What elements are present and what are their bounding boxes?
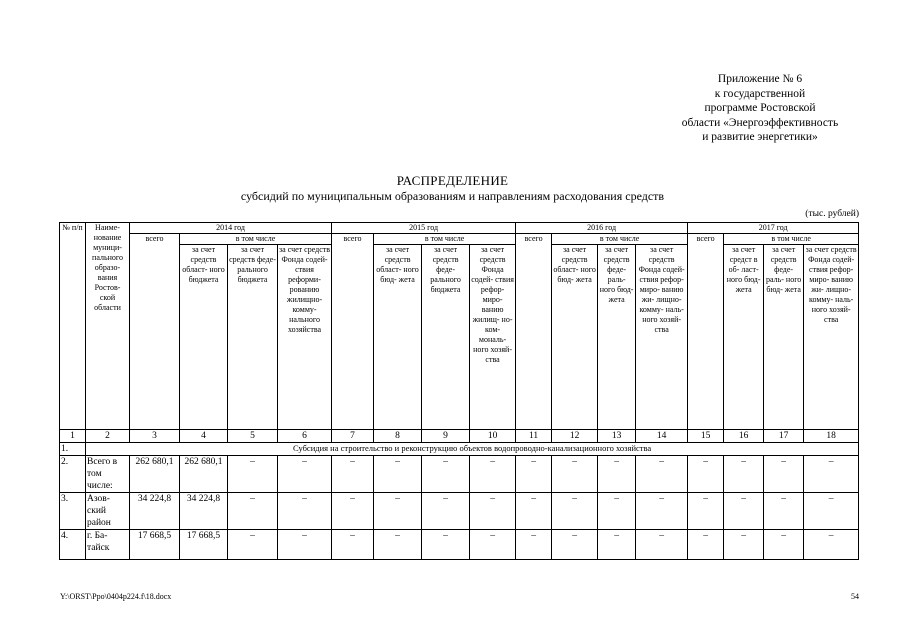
subheader-fund: за счет средств Фонда содей- ствия рефор- миро- ванию жи- лищно- комму- наль- ного хозяй- ства: [804, 245, 859, 430]
column-number: 12: [552, 430, 598, 443]
header-including: в том числе: [180, 234, 332, 245]
value-cell: –: [470, 493, 516, 530]
value-cell: –: [228, 530, 278, 560]
row-number: 2.: [60, 456, 86, 493]
value-cell: –: [552, 530, 598, 560]
row-name: Всего в том числе:: [86, 456, 130, 493]
value-cell: –: [636, 456, 688, 493]
value-cell: –: [470, 530, 516, 560]
section-title: Субсидия на строительство и реконструкцию объектов водопроводно-канализационного хозяйства: [86, 443, 859, 456]
row-number: 3.: [60, 493, 86, 530]
value-cell: –: [552, 493, 598, 530]
row-name: г. Ба- тайск: [86, 530, 130, 560]
table-row: [60, 493, 859, 530]
section-number: 1.: [60, 443, 86, 456]
value-cell: –: [764, 456, 804, 493]
value-cell: –: [724, 493, 764, 530]
subheader-federal: за счет средств феде- раль- ного бюд- жета: [764, 245, 804, 430]
value-cell: –: [278, 456, 332, 493]
value-cell: –: [516, 493, 552, 530]
year-header: 2017 год: [688, 223, 859, 234]
value-cell: –: [422, 493, 470, 530]
row-number: 4.: [60, 530, 86, 560]
value-cell: –: [228, 493, 278, 530]
header-total: всего: [688, 234, 724, 430]
column-number-row: [60, 430, 859, 443]
value-cell: –: [470, 456, 516, 493]
subheader-federal: за счет средств феде- рального бюджета: [422, 245, 470, 430]
value-cell: –: [228, 456, 278, 493]
column-number: 11: [516, 430, 552, 443]
row-name: Азов- ский район: [86, 493, 130, 530]
value-cell: –: [598, 530, 636, 560]
column-number: 4: [180, 430, 228, 443]
subheader-regional: за счет средств област- ного бюджета: [180, 245, 228, 430]
value-cell: –: [764, 530, 804, 560]
value-cell: –: [764, 493, 804, 530]
value-cell: 34 224,8: [180, 493, 228, 530]
value-cell: –: [688, 493, 724, 530]
value-cell: –: [724, 530, 764, 560]
subheader-fund: за счет средств Фонда содей- ствия рефор- миро- ванию жи- лищно- комму- наль- ного хозяй- ства: [636, 245, 688, 430]
year-header: 2015 год: [332, 223, 516, 234]
subheader-regional: за счет средст в об- ласт- ного бюд- жета: [724, 245, 764, 430]
column-number: 17: [764, 430, 804, 443]
column-number: 7: [332, 430, 374, 443]
column-number: 16: [724, 430, 764, 443]
value-cell: –: [724, 456, 764, 493]
value-cell: 17 668,5: [130, 530, 180, 560]
value-cell: –: [278, 493, 332, 530]
document-title: РАСПРЕДЕЛЕНИЕ: [396, 173, 509, 188]
document-subtitle: субсидий по муниципальным образованиям и направлениям расходования средств: [240, 189, 665, 203]
header-total: всего: [516, 234, 552, 430]
value-cell: 17 668,5: [180, 530, 228, 560]
appendix-line: и развитие энергетики»: [702, 131, 818, 143]
table-header-row: [60, 223, 859, 234]
column-number: 2: [86, 430, 130, 443]
appendix-line: программе Ростовской: [704, 102, 816, 114]
header-total: всего: [332, 234, 374, 430]
column-number: 15: [688, 430, 724, 443]
value-cell: –: [688, 530, 724, 560]
year-header: 2016 год: [516, 223, 688, 234]
value-cell: –: [516, 530, 552, 560]
value-cell: –: [804, 493, 859, 530]
value-cell: –: [422, 530, 470, 560]
value-cell: –: [422, 456, 470, 493]
value-cell: –: [552, 456, 598, 493]
header-including: в том числе: [724, 234, 859, 245]
distribution-table: [59, 222, 859, 560]
value-cell: –: [332, 456, 374, 493]
value-cell: –: [636, 493, 688, 530]
value-cell: 34 224,8: [130, 493, 180, 530]
footer-file-path: Y:\ORST\Ppo\0404p224.f\18.docx: [60, 592, 172, 601]
value-cell: –: [598, 493, 636, 530]
subheader-fund: за счет средств Фонда содей- ствия рефор- миро- ванию жилищ- но-ком- мональ- ного хозяй- ства: [470, 245, 516, 430]
column-number: 1: [60, 430, 86, 443]
column-number: 9: [422, 430, 470, 443]
units-label: (тыс. рублей): [805, 209, 859, 219]
value-cell: –: [804, 456, 859, 493]
subheader-fund: за счет средств Фонда содей- ствия реформи- рованию жилищно- комму- нального хозяйства: [278, 245, 332, 430]
value-cell: –: [374, 493, 422, 530]
subheader-regional: за счет средств област- ного бюд- жета: [552, 245, 598, 430]
value-cell: –: [332, 530, 374, 560]
column-number: 14: [636, 430, 688, 443]
appendix-header: [600, 72, 905, 145]
header-name: Наиме- нование муници- пального образо- вания Ростов- ской области: [86, 223, 130, 430]
column-number: 10: [470, 430, 516, 443]
value-cell: –: [374, 530, 422, 560]
section-row: [60, 443, 859, 456]
subheader-federal: за счет средств феде- рального бюджета: [228, 245, 278, 430]
value-cell: –: [804, 530, 859, 560]
header-including: в том числе: [374, 234, 516, 245]
table-row: [60, 530, 859, 560]
value-cell: –: [374, 456, 422, 493]
column-number: 18: [804, 430, 859, 443]
value-cell: –: [688, 456, 724, 493]
subheader-regional: за счет средств област- ного бюд- жета: [374, 245, 422, 430]
header-including: в том числе: [552, 234, 688, 245]
table-subheader-row: [60, 245, 859, 430]
subheader-federal: за счет средств феде- раль- ного бюд- жета: [598, 245, 636, 430]
header-total: всего: [130, 234, 180, 430]
table-row: [60, 456, 859, 493]
value-cell: –: [278, 530, 332, 560]
column-number: 13: [598, 430, 636, 443]
value-cell: –: [516, 456, 552, 493]
table-header-row: [60, 234, 859, 245]
value-cell: –: [636, 530, 688, 560]
column-number: 3: [130, 430, 180, 443]
column-number: 5: [228, 430, 278, 443]
page-number: 54: [851, 592, 859, 601]
value-cell: 262 680,1: [130, 456, 180, 493]
value-cell: 262 680,1: [180, 456, 228, 493]
header-num: № п/п: [60, 223, 86, 430]
column-number: 8: [374, 430, 422, 443]
year-header: 2014 год: [130, 223, 332, 234]
value-cell: –: [598, 456, 636, 493]
appendix-line: области «Энергоэффективность: [681, 116, 839, 129]
appendix-line: Приложение № 6: [717, 73, 803, 85]
column-number: 6: [278, 430, 332, 443]
appendix-line: к государственной: [714, 87, 806, 100]
value-cell: –: [332, 493, 374, 530]
